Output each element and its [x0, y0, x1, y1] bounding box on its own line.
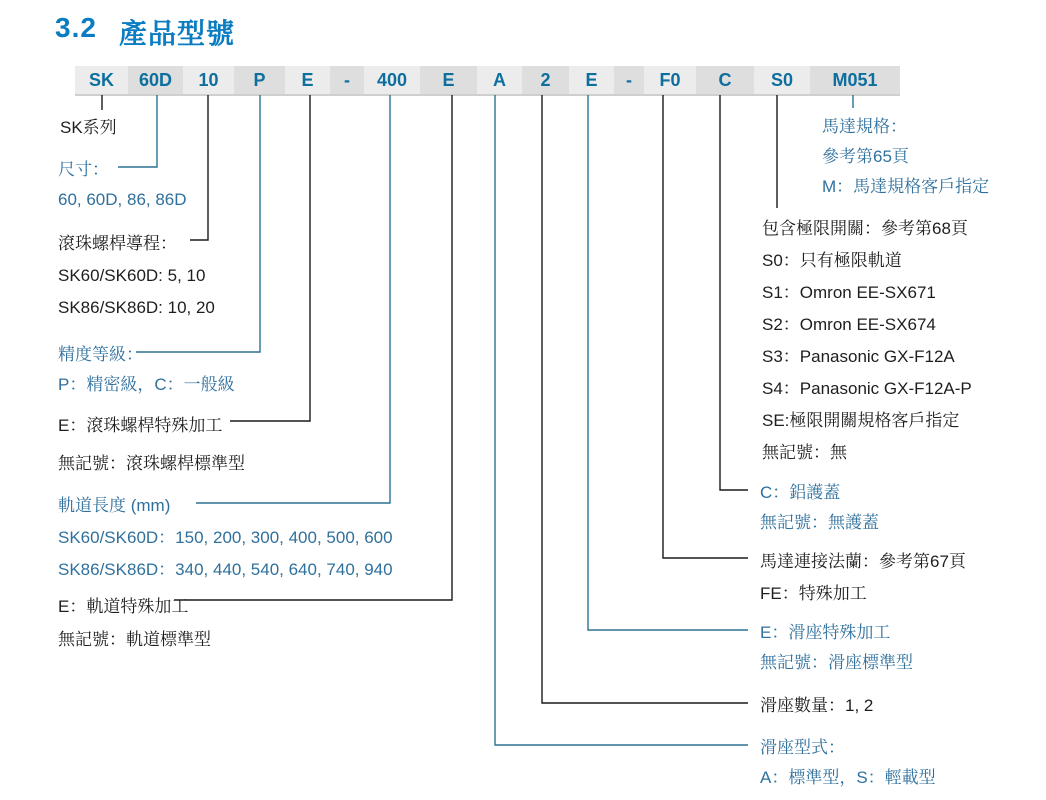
screw-special-e: E：滾珠螺桿特殊加工 [58, 416, 223, 435]
connector-e3-line [588, 95, 748, 630]
model-segment-400: 400 [364, 66, 420, 94]
lead-sk86: SK86/SK86D: 10, 20 [58, 298, 215, 317]
lead-sk60: SK60/SK60D: 5, 10 [58, 266, 206, 285]
model-segment-m051: M051 [810, 66, 900, 94]
model-segment-dash2: - [614, 66, 644, 94]
accuracy-values: P：精密級，C：一般級 [58, 375, 235, 394]
lead-label: 滾珠螺桿導程： [58, 234, 177, 253]
slider-special-none: 無記號：滑座標準型 [760, 653, 913, 672]
slider-type-values: A：標準型，S：輕載型 [760, 768, 936, 787]
callout-limit-switch [762, 213, 972, 469]
callout-slider-special [760, 618, 913, 678]
connector-a-line [495, 95, 748, 745]
callout-rail-length [58, 490, 393, 586]
model-segment-dash1: - [330, 66, 364, 94]
rail-special-e: E：軌道特殊加工 [58, 597, 189, 616]
model-segment-2: 2 [522, 66, 569, 94]
model-segment-e3: E [569, 66, 614, 94]
screw-special-none: 無記號：滾珠螺桿標準型 [58, 454, 245, 473]
model-segment-e1: E [285, 66, 330, 94]
cover-none: 無記號：無護蓋 [760, 513, 879, 532]
model-segment-a: A [477, 66, 522, 94]
callout-series [60, 113, 117, 143]
cover-c: C：鋁護蓋 [760, 483, 841, 502]
callout-rail-special [58, 590, 211, 656]
motor-spec-label: 馬達規格： [822, 117, 907, 136]
rail-length-sk86: SK86/SK86D：340, 440, 540, 640, 740, 940 [58, 560, 393, 579]
callout-motor-spec [822, 112, 989, 202]
model-segment-p: P [234, 66, 285, 94]
callout-slider-count [760, 691, 873, 721]
callout-slider-type [760, 733, 936, 793]
model-segment-f0: F0 [644, 66, 696, 94]
callout-screw-lead [58, 228, 215, 324]
connector-2-line [542, 95, 748, 703]
slider-count-label: 滑座數量：1, 2 [760, 696, 874, 715]
model-segment-e2: E [420, 66, 477, 94]
callout-screw-special [58, 407, 245, 483]
model-segment-sk: SK [75, 66, 128, 94]
callout-size [58, 155, 187, 215]
flange-fe: FE：特殊加工 [760, 584, 867, 603]
rail-length-label: 軌道長度 (mm) [58, 496, 171, 515]
accuracy-label: 精度等級： [58, 345, 143, 364]
size-values: 60, 60D, 86, 86D [58, 190, 187, 209]
limit-switch-s4: S4：Panasonic GX-F12A-P [762, 379, 972, 398]
rail-length-sk60: SK60/SK60D：150, 200, 300, 400, 500, 600 [58, 528, 393, 547]
model-segment-60d: 60D [128, 66, 183, 94]
slider-type-label: 滑座型式： [760, 738, 845, 757]
size-label: 尺寸： [58, 160, 109, 179]
limit-switch-label: 包含極限開關：參考第68頁 [762, 219, 968, 238]
motor-spec-page: 參考第65頁 [822, 147, 909, 166]
limit-switch-s0: S0：只有極限軌道 [762, 251, 902, 270]
callout-accuracy [58, 340, 235, 400]
motor-spec-custom: M：馬達規格客戶指定 [822, 177, 990, 196]
slider-special-e: E：滑座特殊加工 [760, 623, 891, 642]
callout-motor-flange [760, 546, 966, 610]
rail-special-none: 無記號：軌道標準型 [58, 630, 211, 649]
limit-switch-s1: S1：Omron EE-SX671 [762, 283, 936, 302]
limit-switch-s2: S2：Omron EE-SX674 [762, 315, 936, 334]
section-title-text: 產品型號 [118, 18, 235, 49]
model-segment-s0: S0 [754, 66, 810, 94]
connector-10-line [190, 95, 208, 240]
flange-label: 馬達連接法蘭：參考第67頁 [760, 552, 966, 571]
limit-switch-se: SE:極限開關規格客戶指定 [762, 411, 960, 430]
section-number: 3.2 [55, 12, 97, 43]
model-segment-10: 10 [183, 66, 234, 94]
callout-cover [760, 478, 879, 538]
connector-f0-line [663, 95, 748, 558]
series-label: SK系列 [60, 118, 117, 137]
limit-switch-none: 無記號：無 [762, 443, 847, 462]
connector-c-line [720, 95, 748, 490]
limit-switch-s3: S3：Panasonic GX-F12A [762, 347, 955, 366]
connector-e1-line [230, 95, 310, 421]
model-segment-c: C [696, 66, 754, 94]
